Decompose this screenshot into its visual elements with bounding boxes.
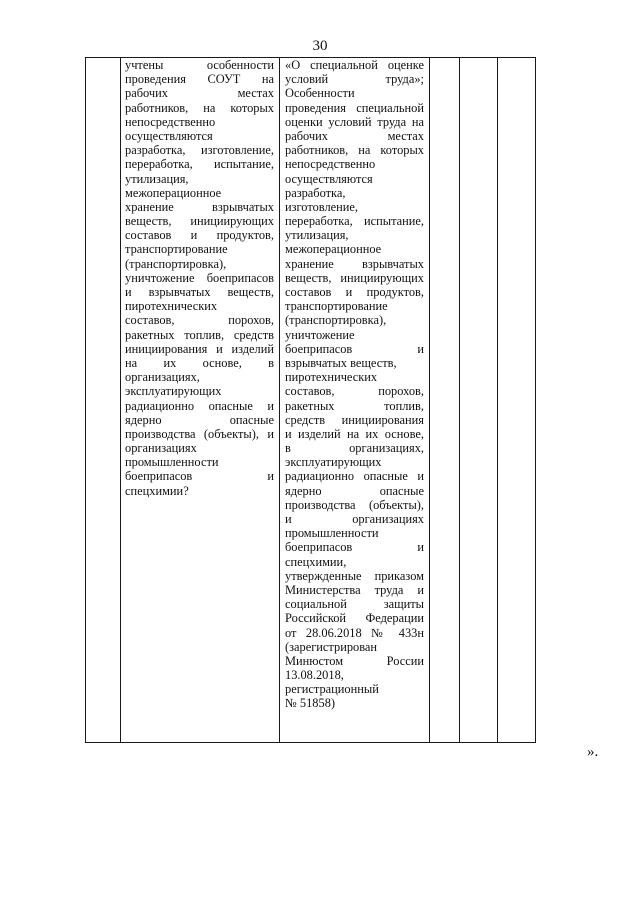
text-line: утилизация, <box>125 171 189 186</box>
text-line: (транспортировка), <box>285 313 387 328</box>
text-line: (зарегистрирован <box>285 639 378 654</box>
text-line: транспортирование <box>285 299 388 314</box>
text-line: эксплуатирующих <box>285 455 382 470</box>
table-col-line-6 <box>497 57 498 743</box>
text-line: производства (объекты), и <box>125 426 274 441</box>
table-bottom-border <box>85 742 536 743</box>
closing-quote-mark: ». <box>587 744 599 760</box>
text-line: инициирования и изделий <box>125 341 274 356</box>
text-line: хранение взрывчатых <box>285 256 424 271</box>
text-line: организациях <box>125 441 197 456</box>
text-line: регистрационный <box>285 682 379 697</box>
text-line: составов и продуктов, <box>125 228 274 243</box>
text-line: составов и продуктов, <box>285 285 424 299</box>
text-line: пиротехнических <box>285 370 378 385</box>
text-line: проведения специальной <box>285 100 424 115</box>
table-col-line-1 <box>85 57 86 743</box>
text-line: взрывчатых веществ, <box>285 355 397 370</box>
text-line: боеприпасов и <box>125 469 274 484</box>
text-line: утилизация, <box>285 228 349 243</box>
text-line: № 51858) <box>285 696 336 711</box>
text-line: оценки условий труда на <box>285 114 424 129</box>
text-line: ракетных топлив, <box>285 398 424 413</box>
text-line: работников, на которых <box>285 143 424 158</box>
text-line: промышленности <box>285 526 379 541</box>
text-line: средств инициирования <box>285 412 424 427</box>
text-line: организациях, <box>125 370 200 385</box>
text-line: межоперационное <box>285 242 382 257</box>
text-line: спецхимии? <box>125 483 189 498</box>
text-line: условий труда»; <box>285 72 424 87</box>
text-line: веществ, инициирующих <box>285 270 424 285</box>
text-line: боеприпасов и <box>285 540 424 555</box>
reference-cell <box>285 58 424 711</box>
text-line: рабочих местах <box>125 86 274 101</box>
text-line: Минюстом России <box>285 653 424 668</box>
text-line: производства (объекты), <box>285 497 424 512</box>
text-line: радиационно опасные и <box>285 469 424 484</box>
text-line: ядерно опасные <box>285 483 424 498</box>
text-line: веществ, инициирующих <box>125 214 274 229</box>
page-number: 30 <box>312 38 328 54</box>
text-line: «О специальной оценке <box>285 58 424 72</box>
text-line: пиротехнических <box>125 299 218 314</box>
text-line: и взрывчатых веществ, <box>125 285 274 299</box>
text-line: 13.08.2018, <box>285 668 344 683</box>
text-line: составов, порохов, <box>125 313 274 328</box>
text-line: уничтожение боеприпасов <box>125 270 274 285</box>
text-line: промышленности <box>125 455 219 470</box>
text-line: учтены особенности <box>125 58 274 72</box>
text-line: утвержденные приказом <box>285 568 424 583</box>
text-line: рабочих местах <box>285 128 424 143</box>
text-line: Министерства труда и <box>285 582 424 597</box>
text-line: разработка, <box>285 185 346 200</box>
text-line: осуществляются <box>125 128 213 143</box>
text-line: на их основе, в <box>125 355 274 370</box>
text-line: составов, порохов, <box>285 384 424 399</box>
text-line: проведения СОУТ на <box>125 72 274 87</box>
text-line: переработка, испытание, <box>285 214 424 229</box>
text-line: Российской Федерации <box>285 611 424 626</box>
text-line: транспортирование <box>125 242 228 257</box>
text-line: работников, на которых <box>125 100 274 115</box>
text-line: переработка, испытание, <box>125 157 274 172</box>
text-line: уничтожение <box>285 327 355 342</box>
text-line: от 28.06.2018 № 433н <box>285 625 424 640</box>
text-line: ядерно опасные <box>125 412 274 427</box>
table-col-line-2 <box>120 57 121 743</box>
text-line: ракетных топлив, средств <box>125 327 274 342</box>
table-col-line-4 <box>429 57 430 743</box>
text-line: и организациях <box>285 512 424 526</box>
text-line: и изделий на их основе, <box>285 426 424 441</box>
table-col-line-5 <box>459 57 460 743</box>
text-line: (транспортировка), <box>125 256 227 271</box>
text-line: боеприпасов и <box>285 341 424 356</box>
text-line: радиационно опасные и <box>125 398 274 413</box>
text-line: эксплуатирующих <box>125 384 222 399</box>
text-line: разработка, изготовление, <box>125 143 274 158</box>
text-line: изготовление, <box>285 199 359 214</box>
text-line: Особенности <box>285 86 355 101</box>
text-line: в организациях, <box>285 441 424 456</box>
text-line: межоперационное <box>125 185 222 200</box>
text-line: осуществляются <box>285 171 373 186</box>
text-line: непосредственно <box>125 114 216 129</box>
question-cell <box>125 58 274 498</box>
text-line: непосредственно <box>285 157 376 172</box>
table-col-line-3 <box>279 57 280 743</box>
text-line: хранение взрывчатых <box>125 199 274 214</box>
table-col-line-7 <box>535 57 536 743</box>
text-line: спецхимии, <box>285 554 347 569</box>
text-line: социальной защиты <box>285 597 424 612</box>
